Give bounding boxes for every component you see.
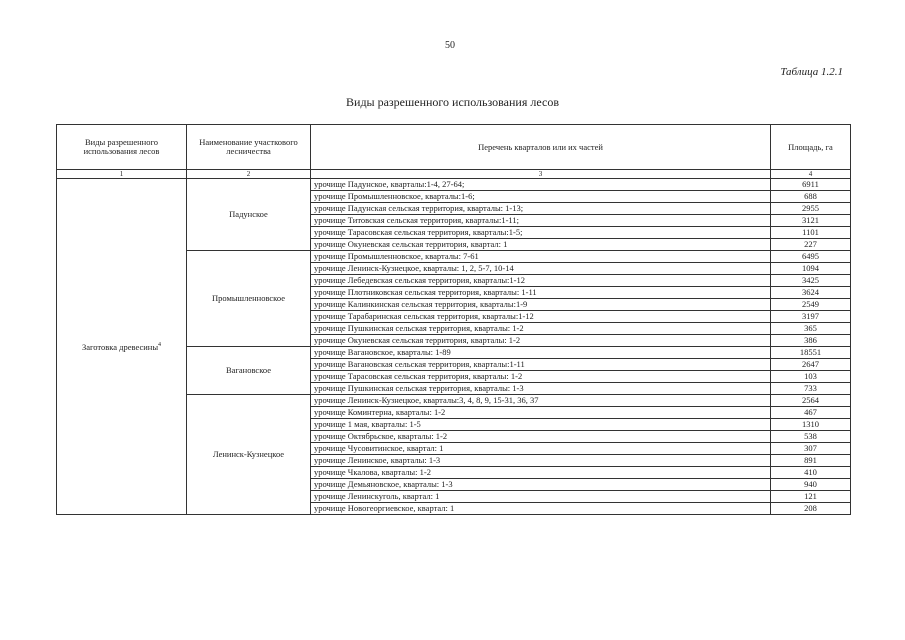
quarters-cell: урочище Чкалова, кварталы: 1-2: [311, 467, 771, 479]
quarters-cell: урочище Тарасовская сельская территория, кварталы:1-5;: [311, 227, 771, 239]
area-cell: 410: [771, 467, 851, 479]
column-number: 4: [771, 170, 851, 179]
quarters-cell: урочище Чусовитинское, квартал: 1: [311, 443, 771, 455]
use-type-cell: [57, 179, 187, 515]
area-cell: 940: [771, 479, 851, 491]
area-cell: 2955: [771, 203, 851, 215]
forestry-cell: Ленинск-Кузнецкое: [187, 395, 311, 515]
quarters-cell: урочище Ленинское, кварталы: 1-3: [311, 455, 771, 467]
column-header-forestry: Наименование участкового лесничества: [187, 125, 311, 170]
forestry-cell: Промышленновское: [187, 251, 311, 347]
quarters-cell: урочище Вагановская сельская территория, кварталы:1-11: [311, 359, 771, 371]
area-cell: 1310: [771, 419, 851, 431]
table-body: [57, 179, 851, 515]
quarters-cell: урочище Коминтерна, кварталы: 1-2: [311, 407, 771, 419]
area-cell: 386: [771, 335, 851, 347]
quarters-cell: урочище Падунское, кварталы:1-4, 27-64;: [311, 179, 771, 191]
area-cell: 121: [771, 491, 851, 503]
quarters-cell: урочище Пушкинская сельская территория, кварталы: 1-2: [311, 323, 771, 335]
area-cell: 467: [771, 407, 851, 419]
quarters-cell: урочище Пушкинская сельская территория, кварталы: 1-3: [311, 383, 771, 395]
area-cell: 891: [771, 455, 851, 467]
table-row: [57, 179, 851, 191]
quarters-cell: урочище Окуневская сельская территория, квартал: 1: [311, 239, 771, 251]
area-cell: 3197: [771, 311, 851, 323]
quarters-cell: урочище Лебедевская сельская территория, кварталы:1-12: [311, 275, 771, 287]
quarters-cell: урочище Ленинскуголь, квартал: 1: [311, 491, 771, 503]
column-number: 1: [57, 170, 187, 179]
column-header-use-type: Виды разрешенного использования лесов: [57, 125, 187, 170]
area-cell: 3425: [771, 275, 851, 287]
area-cell: 733: [771, 383, 851, 395]
use-type-label: Заготовка древесины: [81, 341, 159, 352]
forestry-cell: Вагановское: [187, 347, 311, 395]
area-cell: 3624: [771, 287, 851, 299]
land-use-table: [56, 124, 851, 515]
area-cell: 688: [771, 191, 851, 203]
document-title: Виды разрешенного использования лесов: [346, 95, 559, 109]
area-cell: 2647: [771, 359, 851, 371]
quarters-cell: урочище Тарасовская сельская территория, кварталы: 1-2: [311, 371, 771, 383]
quarters-cell: урочище Промышленновское, кварталы:1-6;: [311, 191, 771, 203]
quarters-cell: урочище Падунская сельская территория, кварталы: 1-13;: [311, 203, 771, 215]
area-cell: 227: [771, 239, 851, 251]
quarters-cell: урочище Тарабаринская сельская территория, кварталы:1-12: [311, 311, 771, 323]
page-number: 50: [445, 40, 455, 51]
footnote-marker: 4: [158, 342, 162, 349]
area-cell: 365: [771, 323, 851, 335]
column-number-row: [57, 170, 851, 179]
area-cell: 1101: [771, 227, 851, 239]
area-cell: 307: [771, 443, 851, 455]
forestry-cell: Падунское: [187, 179, 311, 251]
quarters-cell: урочище Титовская сельская территория, кварталы:1-11;: [311, 215, 771, 227]
quarters-cell: урочище Промышленновское, кварталы: 7-61: [311, 251, 771, 263]
quarters-cell: урочище Октябрьское, кварталы: 1-2: [311, 431, 771, 443]
quarters-cell: урочище Демьяновское, кварталы: 1-3: [311, 479, 771, 491]
column-header-quarters: Перечень кварталов или их частей: [311, 125, 771, 170]
quarters-cell: урочище 1 мая, кварталы: 1-5: [311, 419, 771, 431]
quarters-cell: урочище Ленинск-Кузнецкое, кварталы: 1, 2, 5-7, 10-14: [311, 263, 771, 275]
quarters-cell: урочище Вагановское, кварталы: 1-89: [311, 347, 771, 359]
area-cell: 103: [771, 371, 851, 383]
table-reference: Таблица 1.2.1: [780, 66, 843, 78]
table-header-row: [57, 125, 851, 170]
quarters-cell: урочище Новогеоргиевское, квартал: 1: [311, 503, 771, 515]
area-cell: 6495: [771, 251, 851, 263]
area-cell: 2564: [771, 395, 851, 407]
area-cell: 3121: [771, 215, 851, 227]
column-number: 3: [311, 170, 771, 179]
quarters-cell: урочище Калинкинская сельская территория, кварталы:1-9: [311, 299, 771, 311]
area-cell: 6911: [771, 179, 851, 191]
column-number: 2: [187, 170, 311, 179]
area-cell: 2549: [771, 299, 851, 311]
area-cell: 208: [771, 503, 851, 515]
area-cell: 1094: [771, 263, 851, 275]
area-cell: 18551: [771, 347, 851, 359]
quarters-cell: урочище Окуневская сельская территория, кварталы: 1-2: [311, 335, 771, 347]
area-cell: 538: [771, 431, 851, 443]
column-header-area: Площадь, га: [771, 125, 851, 170]
quarters-cell: урочище Плотниковская сельская территория, кварталы: 1-11: [311, 287, 771, 299]
quarters-cell: урочище Ленинск-Кузнецкое, кварталы:3, 4, 8, 9, 15-31, 36, 37: [311, 395, 771, 407]
